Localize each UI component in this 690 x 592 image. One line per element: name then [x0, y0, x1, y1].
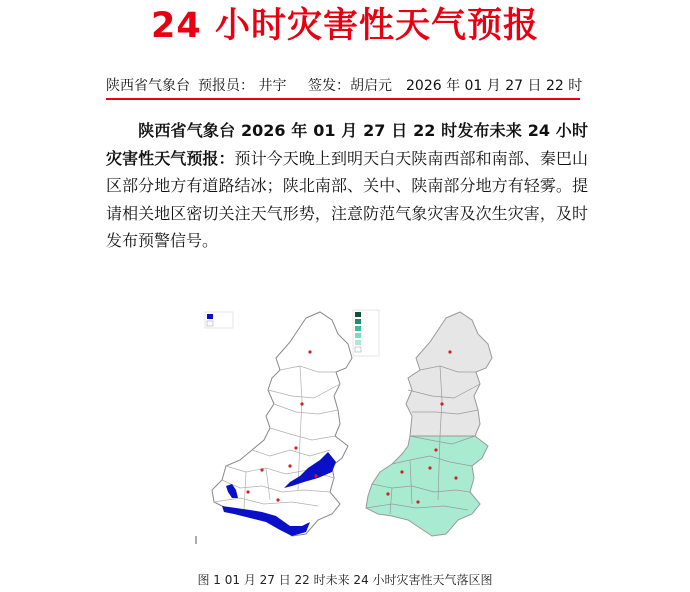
signer: 签发：胡启元: [308, 78, 392, 94]
forecast-maps: [0, 300, 690, 560]
issue-info-bar: [106, 76, 583, 100]
light-fog-legend: [353, 310, 379, 356]
issue-date: 2026 年 01 月 27 日 22 时: [406, 78, 583, 94]
light-fog-map: [353, 310, 492, 536]
forecast-text: [106, 117, 588, 255]
forecaster: 预报员： 井宇: [198, 78, 287, 94]
shaanxi-fog-south: [366, 436, 488, 536]
forecast-lead: 陕西省气象台 2026 年 01 月 27 日 22 时发布未来 24 小时灾害性天气预报：: [106, 121, 588, 168]
shaanxi-gray-north: [406, 312, 492, 436]
page-title: 24 小时灾害性天气预报: [151, 6, 539, 46]
road-icing-map: [196, 312, 352, 544]
issuer: 陕西省气象台: [106, 78, 190, 94]
road-icing-legend: [205, 312, 233, 328]
forecast-body: 预计今天晚上到明天白天陕南西部和南部、秦巴山区部分地方有道路结冰；陕北南部、关中、陕南部分地方有轻雾。提请相关地区密切关注天气形势，注意防范气象灾害及次生灾害，及时发布预警信号。: [106, 148, 588, 250]
figure-caption: 图 1 01 月 27 日 22 时未来 24 小时灾害性天气落区图: [197, 573, 493, 587]
